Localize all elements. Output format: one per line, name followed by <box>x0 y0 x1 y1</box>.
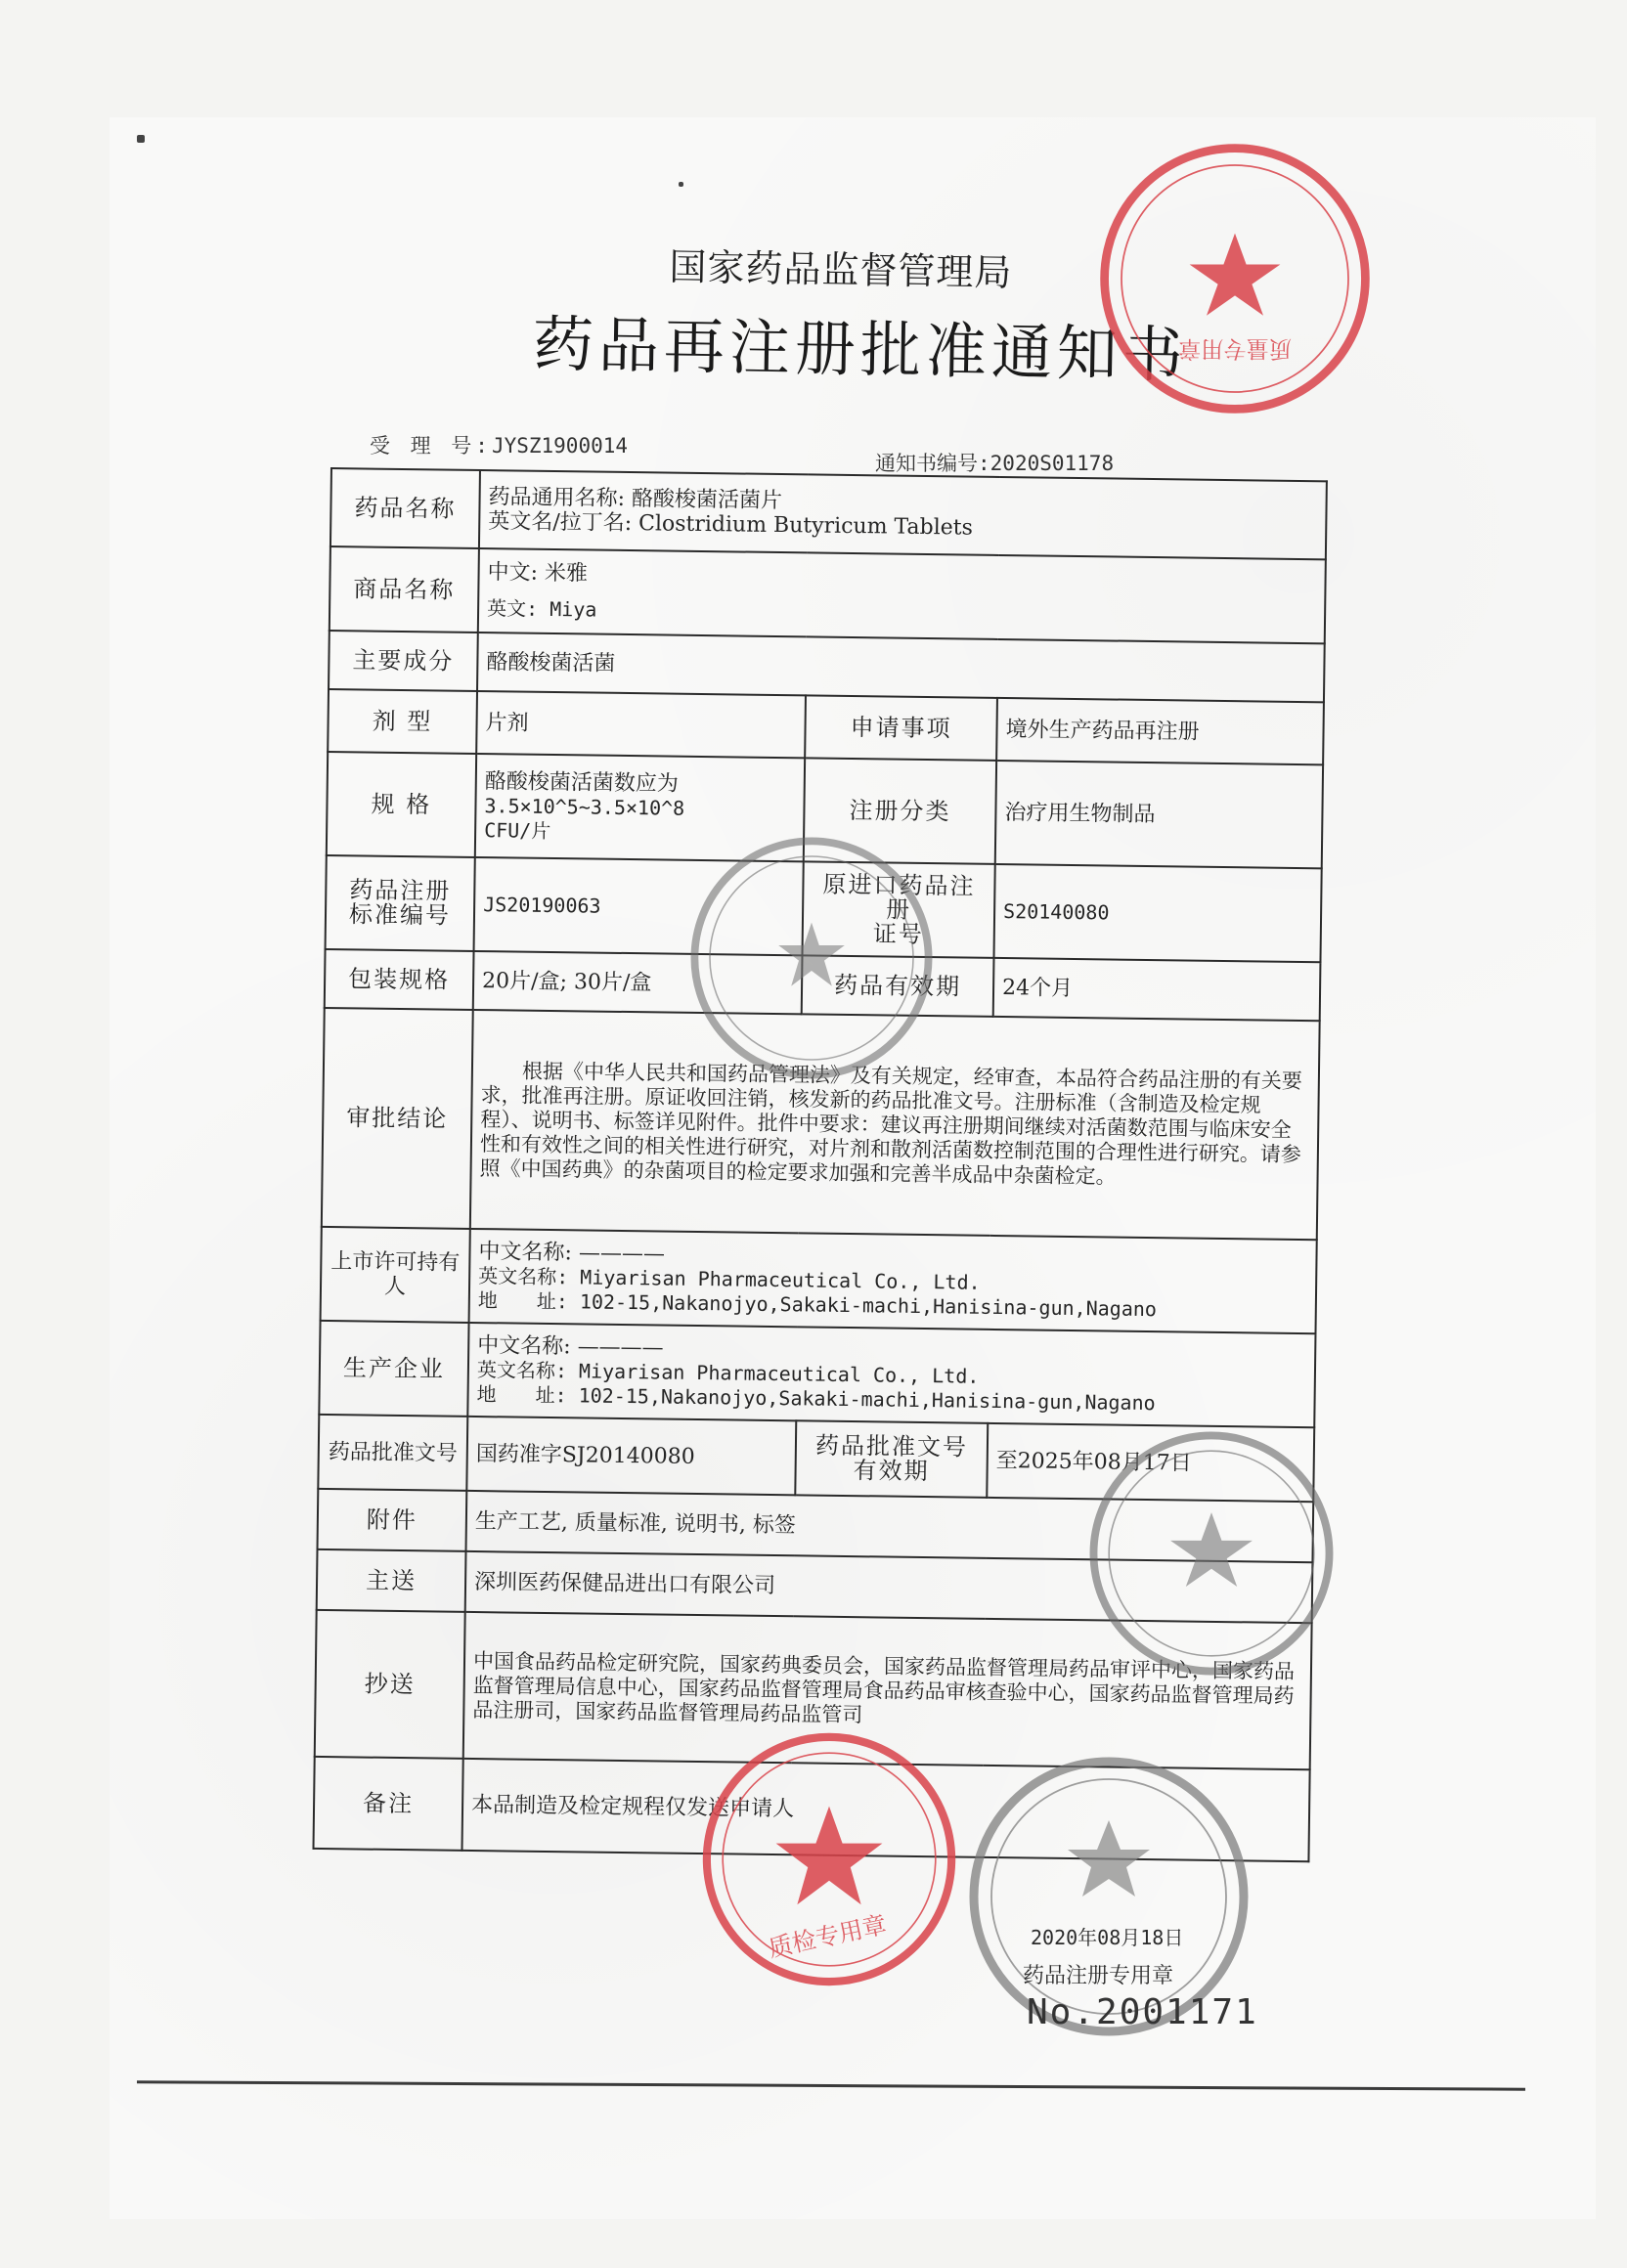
manufacturer-address-value: 102-15,Nakanojyo,Sakaki-machi,Hanisina-gun,Nagano <box>578 1382 1156 1415</box>
row-drug-name <box>330 468 1327 559</box>
import-cert-label-line-1: 原进口药品注册 <box>822 870 976 924</box>
trade-name-cn: 中文: 米雅 <box>487 560 589 587</box>
standard-label-line-2: 标准编号 <box>348 900 452 930</box>
acceptance-value: JYSZ1900014 <box>491 434 629 458</box>
approval-validity-value: 至2025年08月17日 <box>987 1423 1314 1502</box>
drug-name-label: 药品名称 <box>330 468 480 548</box>
cc-label: 抄送 <box>315 1610 465 1759</box>
conclusion-label: 审批结论 <box>322 1008 473 1229</box>
holder-value <box>469 1229 1317 1333</box>
quality-seal-center <box>684 831 939 1085</box>
acceptance-number <box>370 430 628 459</box>
import-cert-value: S20140080 <box>993 864 1321 962</box>
import-cert-label-line-2: 证号 <box>872 919 924 948</box>
application-item-label: 申请事项 <box>805 695 997 761</box>
application-item-value: 境外生产药品再注册 <box>996 698 1324 764</box>
attachment-value: 生产工艺, 质量标准, 说明书, 标签 <box>465 1491 1313 1562</box>
manufacturer-en: 英文名称: Miyarisan Pharmaceutical Co., Ltd. <box>476 1357 980 1388</box>
quality-seal-top-right <box>1093 137 1377 420</box>
shelf-life-label: 药品有效期 <box>802 955 994 1017</box>
acceptance-label: 受 理 号: <box>370 434 492 458</box>
spec-label: 规 格 <box>327 752 476 857</box>
scan-speck <box>679 182 683 187</box>
ingredient-label: 主要成分 <box>329 631 478 691</box>
seal-date: 2020年08月18日 <box>1031 1926 1184 1949</box>
row-manufacturer <box>319 1321 1315 1427</box>
manufacturer-address-label: 地 址: <box>476 1381 567 1407</box>
notice-number <box>875 448 1114 477</box>
notice-value: 2020S01178 <box>989 452 1115 475</box>
standard-label-line-1: 药品注册 <box>349 876 452 905</box>
holder-address-value: 102-15,Nakanojyo,Sakaki-machi,Hanisina-gun,Nagano <box>579 1288 1158 1321</box>
standard-value: JS20190063 <box>474 857 804 955</box>
manufacturer-value <box>467 1323 1315 1427</box>
remarks-value: 本品制造及检定规程仅发送申请人 <box>462 1759 1309 1861</box>
manufacturer-label: 生产企业 <box>319 1321 468 1417</box>
generic-name: 药品通用名称: 酪酸梭菌活菌片 <box>488 485 783 514</box>
conclusion-text: 根据《中华人民共和国药品管理法》及有关规定，经审查，本品符合药品注册的有关要求，批准再注册。原证收回注销，核发新的药品批准文号。注册标准（含制造及检定规程）、说明书、标签详见附件。批件中要求：建议再注册期间继续对活菌数范围与临床安全性和有效性之间的相关性进行研究，对片剂和散剂活菌数控制范围的合理性进行研究。请参照《中国药典》的杂菌项目的检定要求加强和完善半成品中杂菌检定。 <box>470 1010 1320 1240</box>
quality-inspection-seal-red <box>696 1726 962 1992</box>
holder-label: 上市许可持有人 <box>321 1227 470 1323</box>
english-name: 英文名/拉丁名: Clostridium Butyricum Tablets <box>488 509 974 541</box>
approval-validity-label <box>795 1420 988 1498</box>
standard-label <box>326 855 475 951</box>
spec-line-2: 3.5×10^5~3.5×10^8 <box>484 793 685 820</box>
holder-address-label: 地 址: <box>477 1287 569 1313</box>
notice-label: 通知书编号: <box>875 452 990 475</box>
approval-label: 药品批准文号 <box>318 1415 467 1491</box>
approval-validity-label-line-2: 有效期 <box>853 1457 930 1486</box>
dosage-label: 剂 型 <box>328 689 477 754</box>
trade-name-value <box>478 548 1326 643</box>
attachment-label: 附件 <box>318 1489 467 1551</box>
quality-seal-mid-right <box>1083 1425 1340 1681</box>
approval-validity-label-line-1: 药品批准文号 <box>814 1431 969 1461</box>
holder-en: 英文名称: Miyarisan Pharmaceutical Co., Ltd. <box>478 1263 981 1294</box>
shelf-life-value: 24个月 <box>993 958 1321 1021</box>
svg-text:质检专用章: 质检专用章 <box>766 1909 890 1963</box>
registration-class-value: 治疗用生物制品 <box>995 761 1323 868</box>
ingredient-value: 酪酸梭菌活菌 <box>477 632 1325 702</box>
drug-name-value <box>479 470 1327 559</box>
spec-line-3: CFU/片 <box>484 817 551 843</box>
send-to-label: 主送 <box>317 1549 466 1612</box>
remarks-label: 备注 <box>314 1757 463 1851</box>
package-label: 包装规格 <box>325 949 474 1010</box>
scan-speck <box>137 135 145 143</box>
holder-cn: 中文名称: ———— <box>478 1239 666 1267</box>
trade-name-en: 英文: Miya <box>486 596 597 622</box>
manufacturer-cn: 中文名称: ———— <box>477 1332 664 1361</box>
spec-line-1: 酪酸梭菌活菌数应为 <box>484 768 679 797</box>
approval-value: 国药准字SJ20140080 <box>466 1417 796 1495</box>
send-to-value: 深圳医药保健品进出口有限公司 <box>465 1551 1313 1623</box>
row-trade-name <box>330 546 1326 643</box>
row-holder <box>321 1227 1317 1333</box>
document-title: 药品再注册批准通知书 <box>532 308 1189 391</box>
seal-inner-text: 药品注册专用章 <box>1023 1964 1174 1988</box>
agency-name: 国家药品监督管理局 <box>669 244 1013 295</box>
package-value: 20片/盒; 30片/盒 <box>473 951 803 1014</box>
trade-name-label: 商品名称 <box>330 546 479 632</box>
svg-text:质量专用章: 质量专用章 <box>1178 334 1292 362</box>
registration-class-label: 注册分类 <box>804 758 996 864</box>
document-serial-number: No.2001171 <box>1027 1992 1258 2032</box>
cc-value: 中国食品药品检定研究院，国家药典委员会，国家药品监督管理局药品审评中心，国家药品监督管理局信息中心，国家药品监督管理局食品药品审核查验中心，国家药品监督管理局药品注册司，国家药品监督管理局药品监管司 <box>463 1612 1312 1769</box>
dosage-value: 片剂 <box>476 691 806 758</box>
